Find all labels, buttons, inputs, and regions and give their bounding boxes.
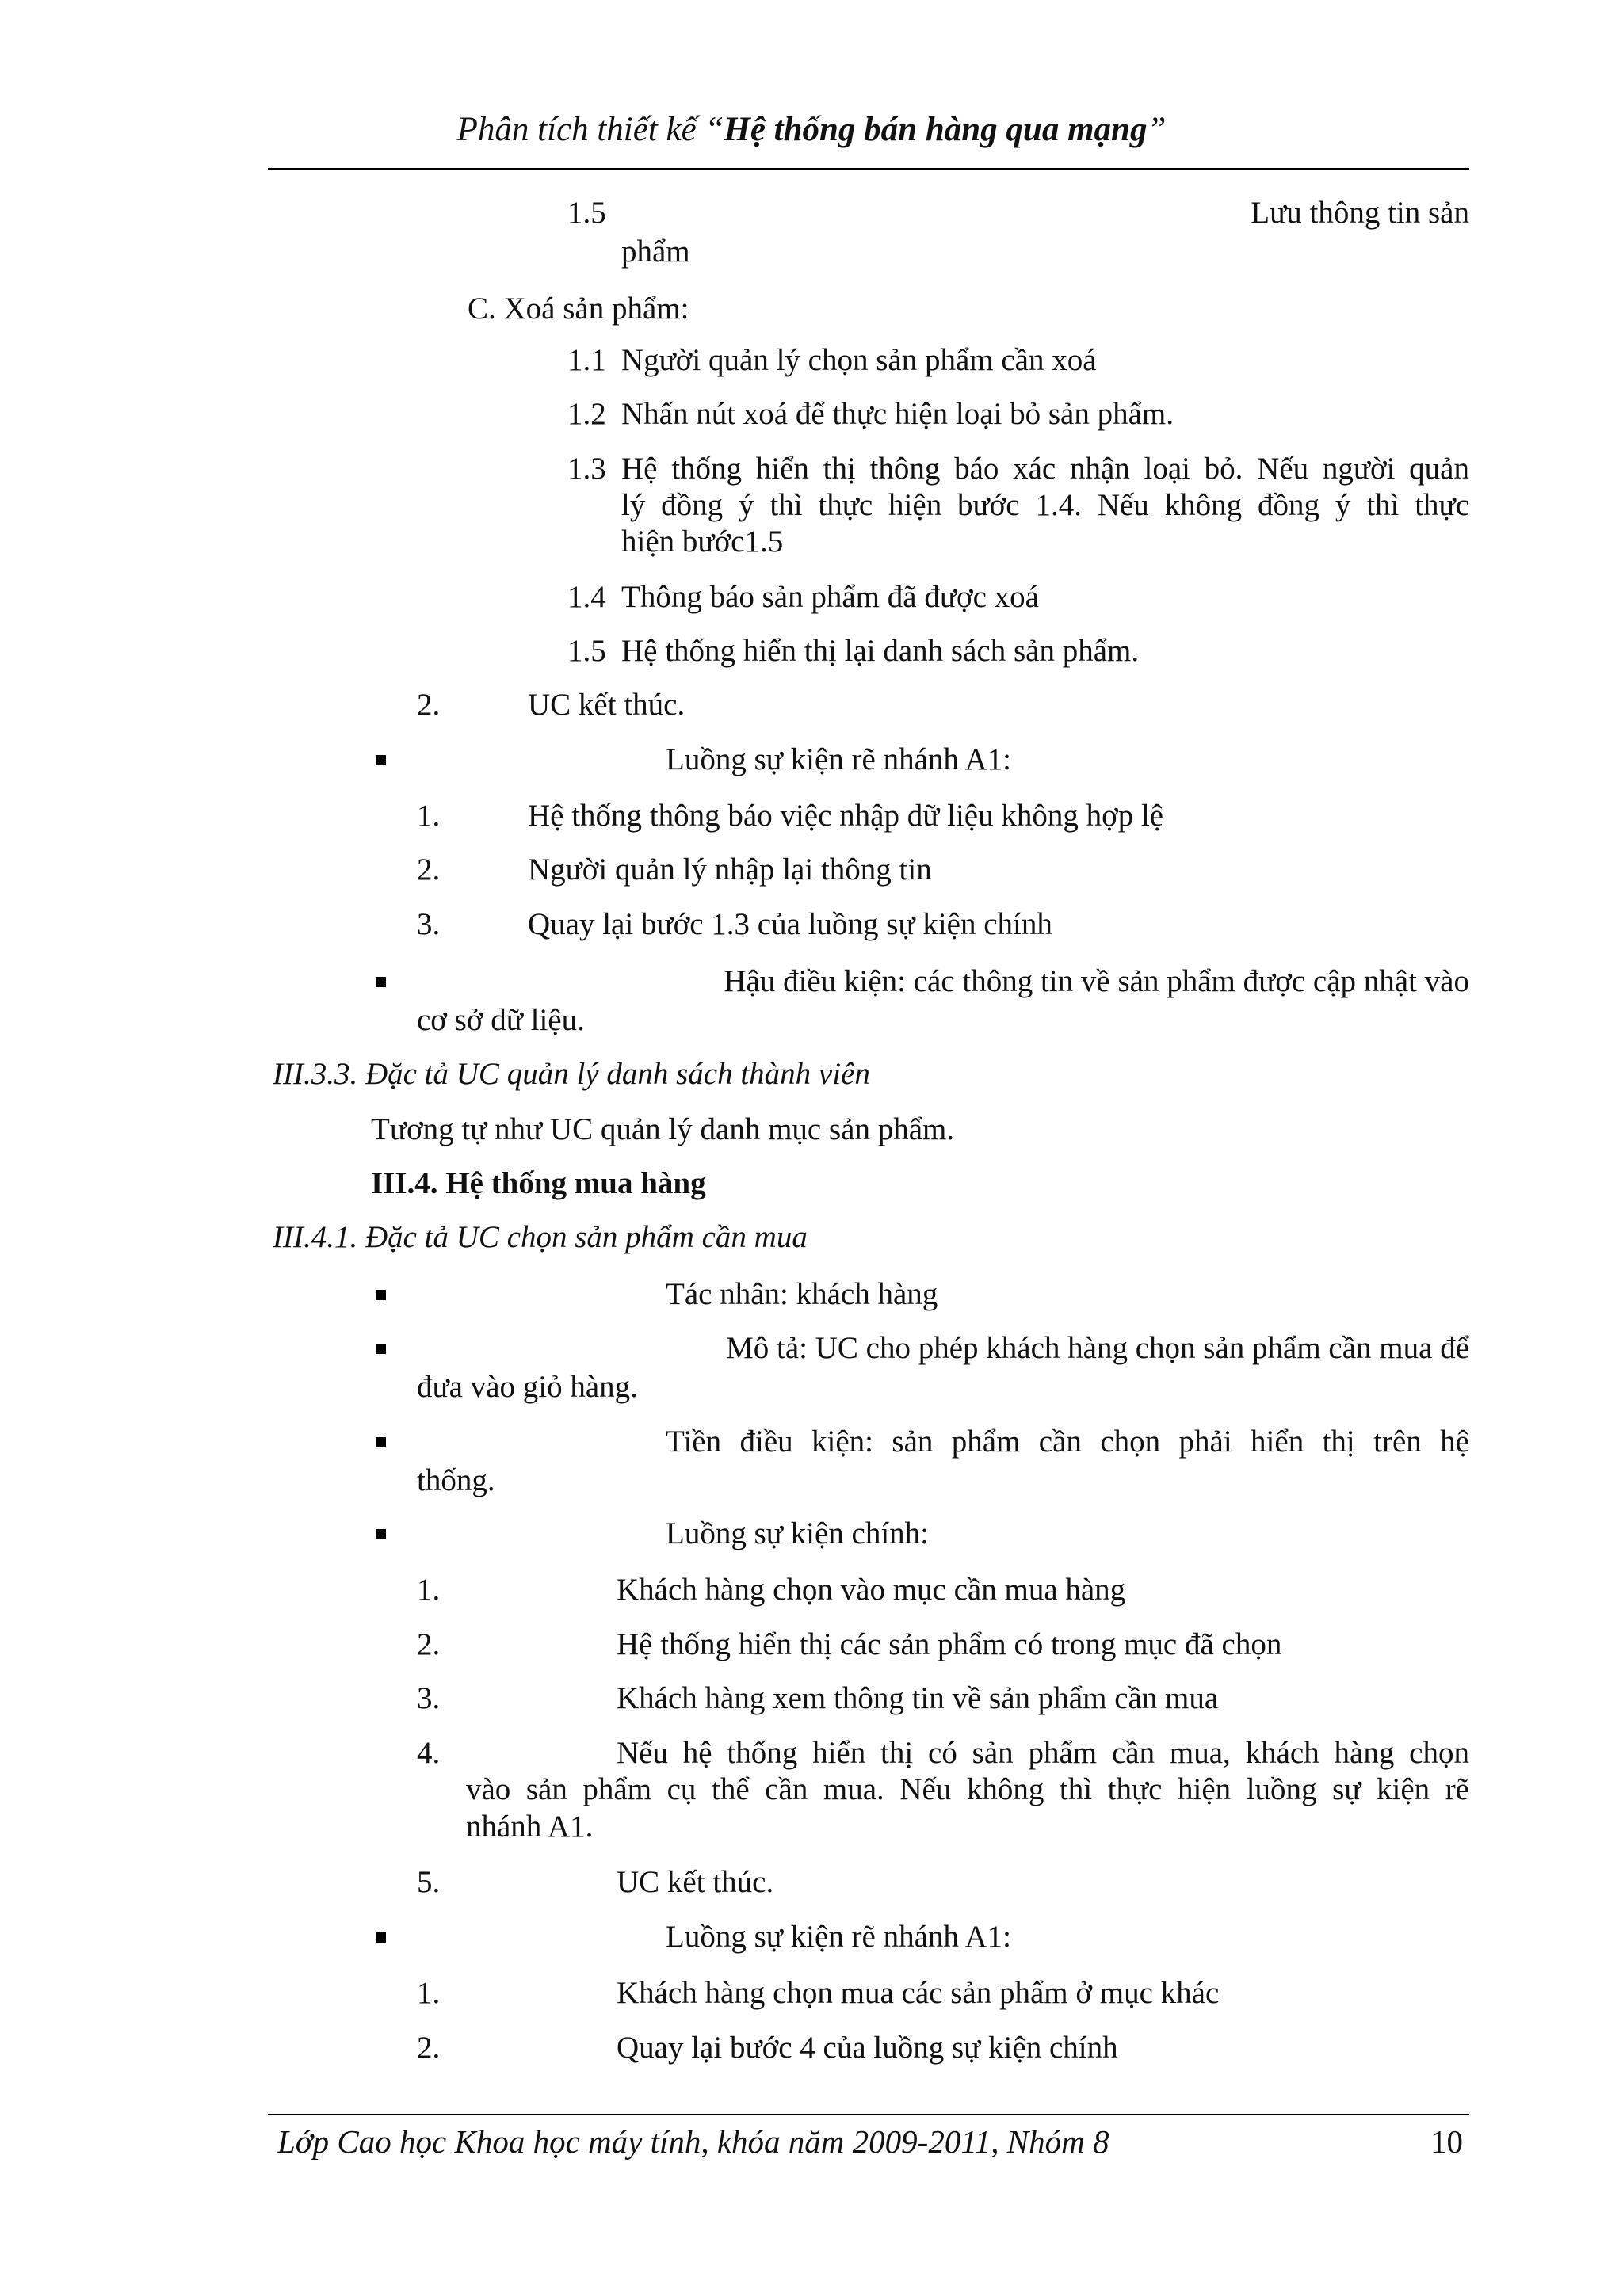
list-text-continued: vào sản phẩm cụ thể cần mua. Nếu không thì thực hiện luồng sự kiện rẽ	[466, 1772, 1469, 1806]
list-number: 1.	[417, 799, 441, 833]
step-text: Hệ thống hiển thị thông báo xác nhận loại bỏ. Nếu người quản	[621, 452, 1469, 486]
bullet-heading: Luồng sự kiện rẽ nhánh A1:	[666, 1920, 1011, 1954]
step-text-continued: phẩm	[621, 235, 690, 269]
step-text: Lưu thông tin sản	[1251, 196, 1469, 230]
bullet-icon	[376, 1932, 386, 1943]
step-text: Thông báo sản phẩm đã được xoá	[621, 580, 1039, 614]
list-text: Quay lại bước 1.3 của luồng sự kiện chính	[528, 907, 1052, 941]
step-text: Hệ thống hiển thị lại danh sách sản phẩm.	[621, 634, 1140, 668]
bullet-text-continued: cơ sở dữ liệu.	[417, 1003, 585, 1037]
list-text: Quay lại bước 4 của luồng sự kiện chính	[617, 2031, 1118, 2065]
list-text: Khách hàng chọn vào mục cần mua hàng	[617, 1573, 1126, 1607]
list-number: 2.	[417, 852, 441, 887]
list-text: Nếu hệ thống hiển thị có sản phẩm cần mua, khách hàng chọn	[617, 1736, 1469, 1770]
list-number: 1.	[417, 1976, 441, 2010]
list-number: 2.	[417, 688, 441, 722]
step-text: Người quản lý chọn sản phẩm cần xoá	[621, 343, 1097, 377]
step-text: Nhấn nút xoá để thực hiện loại bỏ sản phẩm.	[621, 397, 1174, 431]
bullet-text: Mô tả: UC cho phép khách hàng chọn sản phẩm cần mua để	[726, 1331, 1469, 1365]
list-text: Hệ thống hiển thị các sản phẩm có trong mục đã chọn	[617, 1627, 1282, 1661]
step-number: 1.4	[567, 580, 606, 614]
list-number: 2.	[417, 2031, 441, 2065]
list-number: 2.	[417, 1627, 441, 1661]
paragraph: Tương tự như UC quản lý danh mục sản phẩm.	[371, 1112, 955, 1146]
bullet-icon	[376, 1344, 386, 1354]
step-number: 1.2	[567, 397, 606, 431]
bullet-heading: Luồng sự kiện rẽ nhánh A1:	[666, 742, 1011, 776]
bullet-text: Tác nhân: khách hàng	[666, 1277, 938, 1311]
section-heading: C. Xoá sản phẩm:	[468, 292, 689, 326]
list-text-continued: nhánh A1.	[466, 1810, 594, 1844]
page-header: Phân tích thiết kế “Hệ thống bán hàng qua mạng”	[456, 111, 1167, 148]
bullet-text-continued: thống.	[417, 1463, 495, 1497]
step-number: 1.1	[567, 343, 606, 377]
list-text: UC kết thúc.	[528, 688, 685, 722]
footer-text: Lớp Cao học Khoa học máy tính, khóa năm 2009-2011, Nhóm 8	[277, 2123, 1109, 2160]
step-text-continued: hiện bước1.5	[621, 524, 784, 559]
step-number: 1.5	[567, 634, 606, 668]
list-number: 1.	[417, 1573, 441, 1607]
subsection-heading: III.3.3. Đặc tả UC quản lý danh sách thành viên	[273, 1057, 870, 1091]
step-number: 1.3	[567, 452, 606, 486]
list-number: 5.	[417, 1865, 441, 1899]
list-number: 3.	[417, 1681, 441, 1715]
header-rule	[268, 168, 1469, 170]
bullet-icon	[376, 1529, 386, 1539]
bullet-icon	[376, 1290, 386, 1300]
list-text: Khách hàng chọn mua các sản phẩm ở mục khác	[617, 1976, 1220, 2010]
bullet-heading: Luồng sự kiện chính:	[666, 1516, 930, 1550]
bullet-text-continued: đưa vào giỏ hàng.	[417, 1370, 638, 1404]
bullet-icon	[376, 755, 386, 765]
footer-rule	[268, 2114, 1469, 2115]
list-number: 4.	[417, 1736, 441, 1770]
page-number: 10	[1430, 2123, 1463, 2160]
document-title: Hệ thống bán hàng qua mạng	[724, 111, 1148, 148]
bullet-icon	[376, 977, 386, 987]
step-number: 1.5	[567, 196, 606, 230]
subsection-heading: III.4.1. Đặc tả UC chọn sản phẩm cần mua	[273, 1220, 808, 1254]
step-text-continued: lý đồng ý thì thực hiện bước 1.4. Nếu không đồng ý thì thực	[621, 488, 1469, 522]
bullet-text: Hậu điều kiện: các thông tin về sản phẩm được cập nhật vào	[724, 964, 1469, 998]
list-text: Người quản lý nhập lại thông tin	[528, 852, 932, 887]
list-text: Khách hàng xem thông tin về sản phẩm cần mua	[617, 1681, 1219, 1715]
list-text: UC kết thúc.	[617, 1865, 774, 1899]
bullet-text: Tiền điều kiện: sản phẩm cần chọn phải hiển thị trên hệ	[666, 1425, 1469, 1459]
list-number: 3.	[417, 907, 441, 941]
section-heading: III.4. Hệ thống mua hàng	[371, 1166, 706, 1200]
list-text: Hệ thống thông báo việc nhập dữ liệu không hợp lệ	[528, 799, 1164, 833]
bullet-icon	[376, 1437, 386, 1447]
